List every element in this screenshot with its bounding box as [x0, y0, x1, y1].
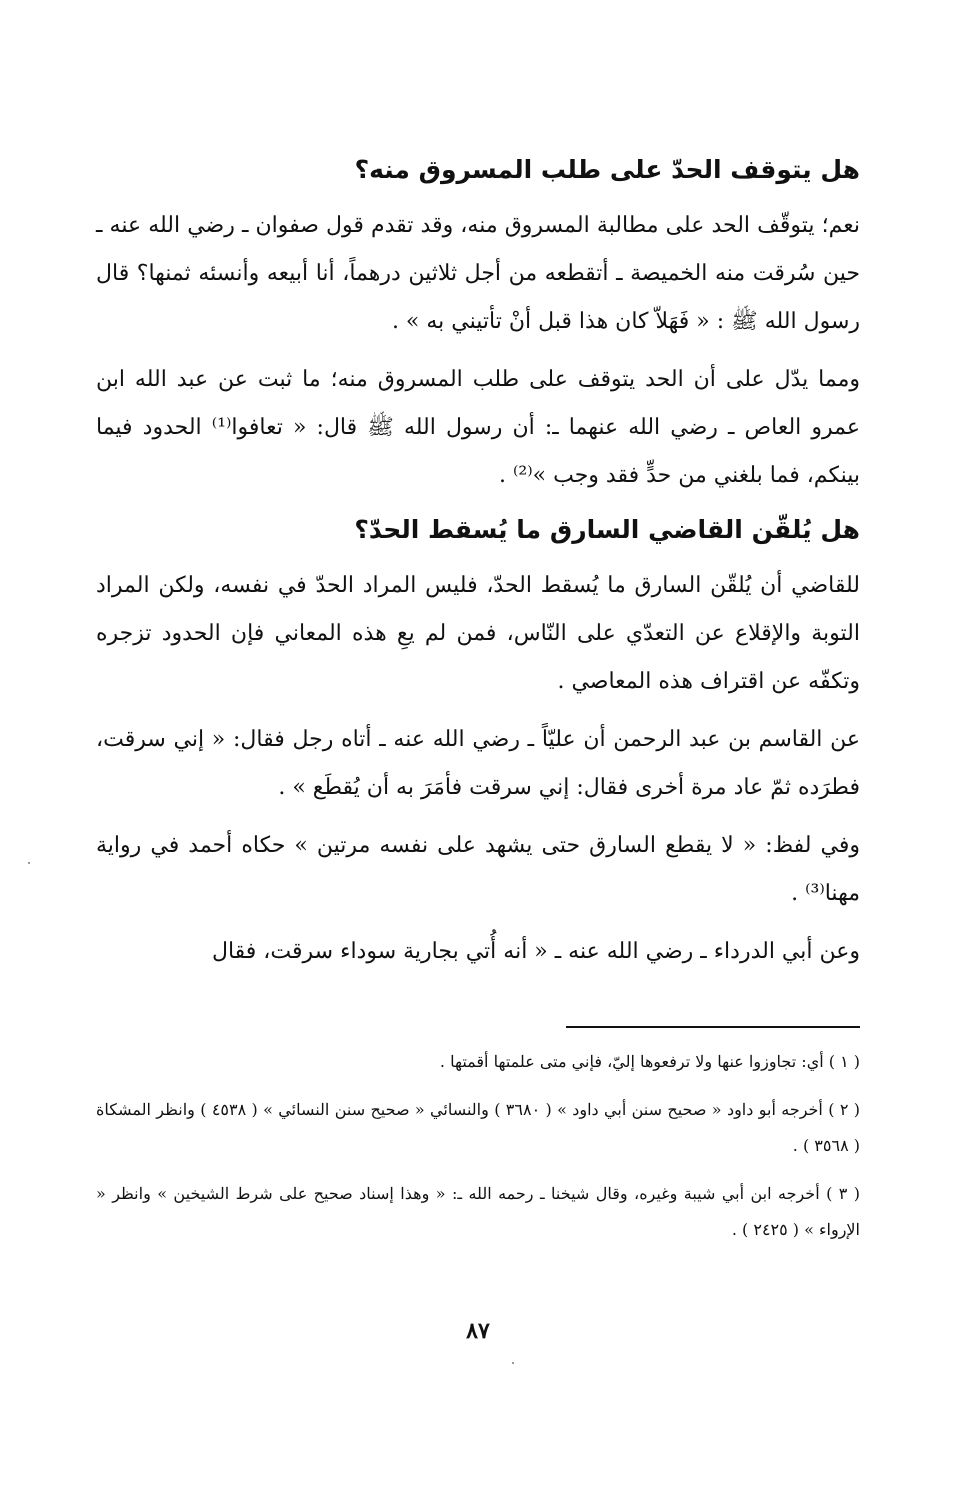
paragraph: وفي لفظ: « لا يقطع السارق حتى يشهد على نفسه مرتين » حكاه أحمد في رواية مهنا⁽³⁾ . — [96, 833, 860, 906]
paragraph: عن القاسم بن عبد الرحمن أن عليّاً ـ رضي الله عنه ـ أتاه رجل فقال: « إني سرقت، فطرَده ثمّ عاد مرة أخرى فقال: إني سرقت فأمَرَ به أن يُقطَع » . — [96, 727, 861, 800]
section-1-body — [96, 202, 860, 346]
paragraph: نعم؛ يتوقّف الحد على مطالبة المسروق منه، وقد تقدم قول صفوان ـ رضي الله عنه ـ حين سُرقت منه الخميصة ـ أتقطعه من أجل ثلاثين درهماً، أنا أبيعه وأنسئه ثمنها؟ قال رسول الله ﷺ : « فَهَلاّ كان هذا قبل أنْ تأتيني به » . — [96, 213, 860, 334]
section-2-body-3 — [96, 822, 860, 918]
section-heading-2: هل يُلقّن القاضي السارق ما يُسقط الحدّ؟ — [354, 515, 860, 544]
footnotes — [96, 1044, 860, 1260]
footnote-2: ( ٢ ) أخرجه أبو داود « صحيح سنن أبي داود » ( ٣٦٨٠ ) والنسائي « صحيح سنن النسائي » ( ٤٥٣٨ ) وانظر المشكاة ( ٣٥٦٨ ) . — [96, 1100, 860, 1155]
scan-speck — [512, 1362, 514, 1364]
paragraph: وعن أبي الدرداء ـ رضي الله عنه ـ « أنه أُتي بجارية سوداء سرقت، فقال — [211, 939, 860, 964]
footnote-1: ( ١ ) أي: تجاوزوا عنها ولا ترفعوها إليّ، فإني متى علمتها أقمتها . — [439, 1052, 860, 1071]
section-2-body — [96, 562, 860, 706]
scan-speck — [28, 862, 30, 864]
footnote-separator — [566, 1026, 860, 1028]
paragraph: ومما يدّل على أن الحد يتوقف على طلب المسروق منه؛ ما ثبت عن عبد الله ابن عمرو العاص ـ رضي الله عنهما ـ: أن رسول الله ﷺ قال: « تعافوا⁽¹⁾ الحدود فيما بينكم، فما بلغني من حدٍّ فقد وجب »⁽²⁾ . — [96, 367, 860, 488]
section-2-body-2 — [96, 716, 860, 812]
section-heading-1: هل يتوقف الحدّ على طلب المسروق منه؟ — [354, 155, 860, 184]
section-2-body-4 — [96, 928, 860, 976]
page-number: ٨٧ — [466, 1318, 490, 1344]
footnote-3: ( ٣ ) أخرجه ابن أبي شيبة وغيره، وقال شيخنا ـ رحمه الله ـ: « وهذا إسناد صحيح على شرط الشيخين » وانظر « الإرواء » ( ٢٤٢٥ ) . — [96, 1184, 861, 1239]
main-text — [96, 150, 860, 986]
section-1-body-2 — [96, 356, 860, 500]
paragraph: للقاضي أن يُلقّن السارق ما يُسقط الحدّ، فليس المراد الحدّ في نفسه، ولكن المراد التوبة والإقلاع عن التعدّي على النّاس، فمن لم يعِ هذه المعاني فإن الحدود تزجره وتكفّه عن اقتراف هذه المعاصي . — [96, 573, 860, 694]
